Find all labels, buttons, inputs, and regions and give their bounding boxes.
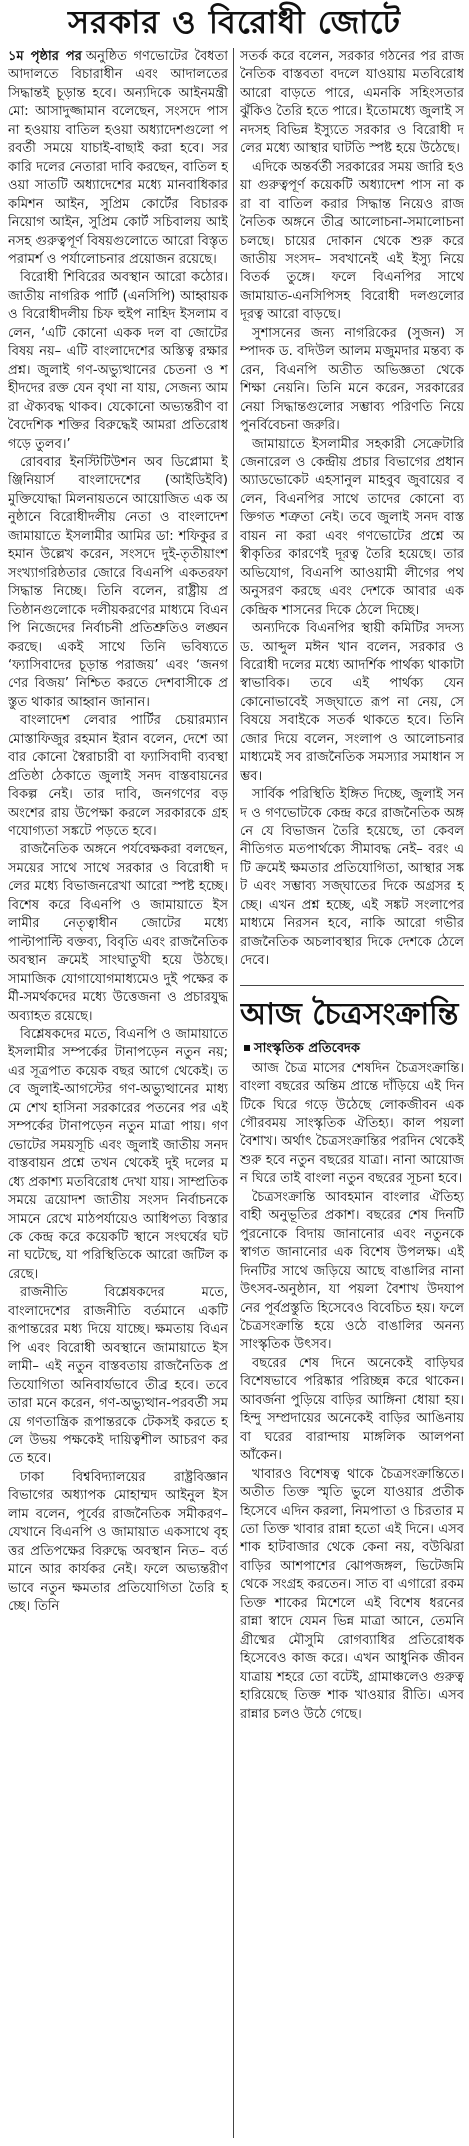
headline: সরকার ও বিরোধী জোটে xyxy=(68,3,401,41)
article-paragraph: ১ম পৃষ্ঠার পর অনুষ্ঠিত গণভোটের বৈধতা আদালতে বিচারাধীন এবং আদালতের সিদ্ধান্তই চূড়ান্ত হবে। অন্যদিকে আইনমন্ত্রী মো: আসাদুজ্জামান বলেছেন, সংসদে পাস না হওয়ায় বাতিল হওয়া অধ্যাদেশগুলো পরবর্তী সময়ে যাচাই-বাছাই করা হবে। সরকারি দলের নেতারা দাবি করছেন, বাতিল হওয়া সাতটি অধ্যাদেশের মধ্যে মানবাধিকার কমিশন আইন, সুপ্রিম কোর্টের বিচারক নিয়োগ আইন, সুপ্রিম কোর্ট সচিবালয় আইনসহ গুরুত্বপূর্ণ বিষয়গুলোতে আরো বিস্তৃত পরামর্শ ও পর্যালোচনার প্রয়োজন রয়েছে। xyxy=(8,49,228,267)
article-paragraph: চৈত্রসংক্রান্তি আবহমান বাংলার ঐতিহ্যবাহী অনুভূতির প্রকাশ। বছরের শেষ দিনটি পুরনোকে বিদায় জানানোর এবং নতুনকে স্বাগত জানানোর এক বিশেষ উপলক্ষ। এই দিনটির সাথে জড়িয়ে আছে বাঙালির নানা উৎসব-অনুষ্ঠান, যা পয়লা বৈশাখ উদযাপনের পূর্বপ্রস্তুতি হিসেবেও বিবেচিত হয়। ফলে চৈত্রসংক্রান্তি হয়ে ওঠে বাঙালির অনন্য সাংস্কৃতিক উৎসব। xyxy=(240,1189,464,1353)
article-paragraph: বছরের শেষ দিনে অনেকেই বাড়িঘর বিশেষভাবে পরিষ্কার পরিচ্ছন্ন করে থাকেন। আবর্জনা পুড়িয়ে বাড়ির আঙ্গিনা ধোয়া হয়। হিন্দু সম্প্রদায়ের অনেকেই বাড়ির আঙিনায় বা ঘরের বারান্দায় মাঙ্গলিক আলপনা আঁকেন। xyxy=(240,1355,464,1464)
article-paragraph: রোববার ইনস্টিটিউশন অব ডিপ্লোমা ইঞ্জিনিয়ার্স বাংলাদেশের (আইডিইবি) মুক্তিযোদ্ধা মিলনায়তনে আয়োজিত এক অনুষ্ঠানে বিরোধীদলীয় নেতা ও বাংলাদেশ জামায়াতে ইসলামীর আমির ডা: শফিকুর রহমান উল্লেখ করেন, সংসদে দুই-তৃতীয়াংশ সংখ্যাগরিষ্ঠতার জোরে বিএনপি একতরফা সিদ্ধান্ত নিচ্ছে। তিনি বলেন, রাষ্ট্রীয় প্রতিষ্ঠানগুলোকে দলীয়করণের মাধ্যমে বিএনপি নিজেদের নির্বাচনী প্রতিশ্রুতিও লঙ্ঘন করছে। একই সাথে তিনি ভবিষ্যতে ‘ফ্যাসিবাদের চূড়ান্ত পরাজয়’ এবং ‘জনগণের বিজয়’ নিশ্চিত করতে দেশবাসীকে প্রস্তুত থাকার আহ্বান জানান। xyxy=(8,454,228,710)
right-column xyxy=(240,48,464,2138)
article-paragraph: বিরোধী শিবিরের অবস্থান আরো কঠোর। জাতীয় নাগরিক পার্টি (এনসিপি) আহ্বায়ক ও বিরোধীদলীয় চিফ হুইপ নাহিদ ইসলাম বলেন, ‘এটি কোনো একক দল বা জোটের বিষয় নয়– এটি বাংলাদেশের অস্তিত্ব রক্ষার প্রশ্ন। জুলাই গণ-অভ্যুত্থানের চেতনা ও শহীদদের রক্ত যেন বৃথা না যায়, সেজন্য আমরা ঐক্যবদ্ধ থাকব। যেকোনো অভ্যন্তরীণ বা বৈদেশিক শক্তির বিরুদ্ধেই আমরা প্রতিরোধ গড়ে তুলব।’ xyxy=(8,270,228,452)
bullet-icon xyxy=(244,1045,250,1051)
article-paragraph: বিশ্লেষকদের মতে, বিএনপি ও জামায়াতে ইসলামীর সম্পর্কের টানাপড়েন নতুন নয়; এর সূত্রপাত কয়েক বছর আগে থেকেই। তবে জুলাই-আগস্টের গণ-অভ্যুত্থানের মাধ্যমে শেখ হাসিনা সরকারের পতনের পর এই সম্পর্কের টানাপড়েন নতুন মাত্রা পায়। গণভোটের সময়সূচি এবং জুলাই জাতীয় সনদ বাস্তবায়ন প্রশ্নে তখন থেকেই দুই দলের মধ্যে প্রকাশ্য মতবিরোধ দেখা যায়। সাম্প্রতিক সময়ে ত্রয়োদশ জাতীয় সংসদ নির্বাচনকে সামনে রেখে মাঠপর্যায়েও আধিপত্য বিস্তারকে কেন্দ্র করে কয়েকটি স্থানে সংঘর্ষের ঘটনা ঘটেছে, যা পরিস্থিতিকে আরো জটিল করেছে। xyxy=(8,1027,228,1282)
story2-headline: আজ চৈত্রসংক্রান্তি xyxy=(240,996,459,1032)
story-divider xyxy=(240,985,464,986)
article-paragraph: খাবারও বিশেষত্ব থাকে চৈত্রসংক্রান্তিতে। অতীত তিক্ত স্মৃতি ভুলে যাওয়ার প্রতীক হিসেবে এদিন করলা, নিমপাতা ও চিরতার মতো তিক্ত খাবার রান্না হতো এই দিনে। এসব শাক হাটবাজার থেকে কেনা নয়, বউঝিরা বাড়ির আশপাশের ঝোপজঙ্গল, ভিটেজমি থেকে সংগ্রহ করতেন। সাত বা এগারো রকম তিক্ত শাকের মিশেলে এই বিশেষ ধরনের রান্না স্বাদে যেমন ভিন্ন মাত্রা আনে, তেমনি গ্রীষ্মের মৌসুমি রোগব্যাধির প্রতিরোধক হিসেবেও কাজ করে। এখন আধুনিক জীবনযাত্রায় শহরে তো বটেই, গ্রামাঞ্চলেও গুরুত্ব হারিয়েছে তিক্ত শাক খাওয়ার রীতি। এসব রান্নার চলও উঠে গেছে। xyxy=(240,1466,464,1722)
article-paragraph: জামায়াতে ইসলামীর সহকারী সেক্রেটারি জেনারেল ও কেন্দ্রীয় প্রচার বিভাগের প্রধান অ্যাডভোকেট এহসানুল মাহবুব জুবায়ের বলেন, বিএনপির সাথে তাদের কোনো ব্যক্তিগত শত্রুতা নেই। তবে জুলাই সনদ বাস্তবায়ন না করা এবং গণভোটের প্রশ্নে অস্বীকৃতির কারণেই দূরত্ব তৈরি হয়েছে। তার অভিযোগ, বিএনপি আওয়ামী লীগের পথ অনুসরণ করছে এবং দেশকে আবার এককেন্দ্রিক শাসনের দিকে ঠেলে দিচ্ছে। xyxy=(240,436,464,618)
column-divider xyxy=(233,48,234,2138)
article-paragraph: সতর্ক করে বলেন, সরকার গঠনের পর রাজনৈতিক বাস্তবতা বদলে যাওয়ায় মতবিরোধ আরো বাড়তে পারে, এমনকি সহিংসতার ঝুঁকিও তৈরি হতে পারে। ইতোমধ্যে জুলাই সনদসহ বিভিন্ন ইস্যুতে সরকার ও বিরোধী দলের মধ্যে আস্থার ঘাটতি স্পষ্ট হয়ে উঠেছে। xyxy=(240,49,464,157)
article-paragraph: রাজনৈতিক অঙ্গনে পর্যবেক্ষকরা বলছেন, সময়ের সাথে সাথে সরকার ও বিরোধী দলের মধ্যে বিভাজনরেখা আরো স্পষ্ট হচ্ছে। বিশেষ করে বিএনপি ও জামায়াতে ইসলামীর নেতৃত্বাধীন জোটের মধ্যে পাল্টাপাল্টি বক্তব্য, বিবৃতি এবং রাজনৈতিক অবস্থান ক্রমেই সাংঘাতুখী হয়ে উঠছে। সামাজিক যোগাযোগমাধ্যমেও দুই পক্ষের কর্মী-সমর্থকদের মধ্যে উত্তেজনা ও প্রচারযুদ্ধ অব্যাহত রয়েছে। xyxy=(8,842,228,1024)
article-paragraph: আজ চৈত্র মাসের শেষদিন চৈত্রসংক্রান্তি। বাংলা বছরের অন্তিম প্রান্তে দাঁড়িয়ে এই দিনটিকে ঘিরে গড়ে উঠেছে লোকজীবন এক গৌরবময় সাংস্কৃতিক ঐতিহ্য। কাল পয়লা বৈশাখ। অর্থাৎ চৈত্রসংক্রান্তির পরদিন থেকেই শুরু হবে নতুন বছরের যাত্রা। নানা আয়োজন ঘিরে তাই বাংলা নতুন বছরের সূচনা হবে। xyxy=(240,1060,464,1187)
article-paragraph: এদিকে অন্তর্বর্তী সরকারের সময় জারি হওয়া গুরুত্বপূর্ণ কয়েকটি অধ্যাদেশ পাস না করা বা বাতিল করার সিদ্ধান্ত নিয়েও রাজনৈতিক অঙ্গনে তীব্র আলোচনা-সমালোচনা চলছে। চায়ের দোকান থেকে শুরু করে জাতীয় সংসদ– সবখানেই এই ইস্যু নিয়ে বিতর্ক তুঙ্গে। ফলে বিএনপির সাথে জামায়াত-এনসিপিসহ বিরোধী দলগুলোর দূরত্ব আরো বাড়ছে। xyxy=(240,159,464,323)
article-paragraph: ঢাকা বিশ্ববিদ্যালয়ের রাষ্ট্রবিজ্ঞান বিভাগের অধ্যাপক মোহাম্মদ আইনুল ইসলাম বলেন, পূর্বের রাজনৈতিক সমীকরণ– যেখানে বিএনপি ও জামায়াত একসাথে বৃহত্তর প্রতিপক্ষের বিরুদ্ধে অবস্থান নিত– বর্তমানে আর কার্যকর নেই। ফলে অভ্যন্তরীণভাবে নতুন ক্ষমতার প্রতিযোগিতা তৈরি হচ্ছে। তিনি xyxy=(8,1469,228,1615)
continuation-kicker: ১ম পৃষ্ঠার পর xyxy=(8,49,82,64)
article-paragraph: রাজনীতি বিশ্লেষকদের মতে, বাংলাদেশের রাজনীতি বর্তমানে একটি রূপান্তরের মধ্য দিয়ে যাচ্ছে। ক্ষমতায় বিএনপি এবং বিরোধী অবস্থানে জামায়াতে ইসলামী– এই নতুন বাস্তবতায় রাজনৈতিক প্রতিযোগিতা অনিবার্যভাবে তীব্র হবে। তবে তারা মনে করেন, গণ-অভ্যুত্থান-পরবর্তী সময়ে গণতান্ত্রিক রূপান্তরকে টেকসই করতে হলে উভয় পক্ষকেই দায়িত্বশীল আচরণ করতে হবে। xyxy=(8,1285,228,1467)
article-paragraph: সুশাসনের জন্য নাগরিকের (সুজন) সম্পাদক ড. বদিউল আলম মজুমদার মন্তব্য করেন, বিএনপি অতীত অভিজ্ঞতা থেকে শিক্ষা নেয়নি। তিনি মনে করেন, সরকারের নেয়া সিদ্ধান্তগুলোর সম্ভাব্য পরিণতি নিয়ে পুনর্বিবেচনা জরুরি। xyxy=(240,325,464,434)
article-paragraph: অন্যদিকে বিএনপির স্থায়ী কমিটির সদস্য ড. আব্দুল মঈন খান বলেন, সরকার ও বিরোধী দলের মধ্যে আদর্শিক পার্থক্য থাকাটা স্বাভাবিক। তবে এই পার্থক্য যেন কোনোভাবেই সজ্ঘাতে রূপ না নেয়, সে বিষয়ে সবাইকে সতর্ক থাকতে হবে। তিনি জোর দিয়ে বলেন, সংলাপ ও আলোচনার মাধ্যমেই সব রাজনৈতিক সমস্যার সমাধান সম্ভব। xyxy=(240,621,464,784)
byline: সাংস্কৃতিক প্রতিবেদক xyxy=(244,1040,464,1058)
left-column xyxy=(8,48,228,2138)
article-paragraph: বাংলাদেশ লেবার পার্টির চেয়ারম্যান মোস্তাফিজুর রহমান ইরান বলেন, দেশে আবার কোনো স্বৈরাচারী বা ফ্যাসিবাদী ব্যবস্থা প্রতিষ্ঠা ঠেকাতে জুলাই সনদ বাস্তবায়নের বিকল্প নেই। তার দাবি, জনগণের বড় অংশের রায় উপেক্ষা করলে সরকারকে গ্রহণযোগ্যতা সঙ্কটে পড়তে হবে। xyxy=(8,713,228,840)
article-paragraph: সার্বিক পরিস্থিতি ইঙ্গিত দিচ্ছে, জুলাই সনদ ও গণভোটকে কেন্দ্র করে রাজনৈতিক অঙ্গনে যে বিভাজন তৈরি হয়েছে, তা কেবল নীতিগত মতপার্থক্যে সীমাবদ্ধ নেই– বরং এটি ক্রমেই ক্ষমতার প্রতিযোগিতা, আস্থার সঙ্কট এবং সম্ভাব্য সজ্ঘাতের দিকে অগ্রসর হচ্ছে। এখন প্রশ্ন হচ্ছে, এই সঙ্কট সংলাপের মাধ্যমে নিরসন হবে, নাকি আরো গভীর রাজনৈতিক অচলাবস্থার দিকে দেশকে ঠেলে দেবে। xyxy=(240,787,464,969)
